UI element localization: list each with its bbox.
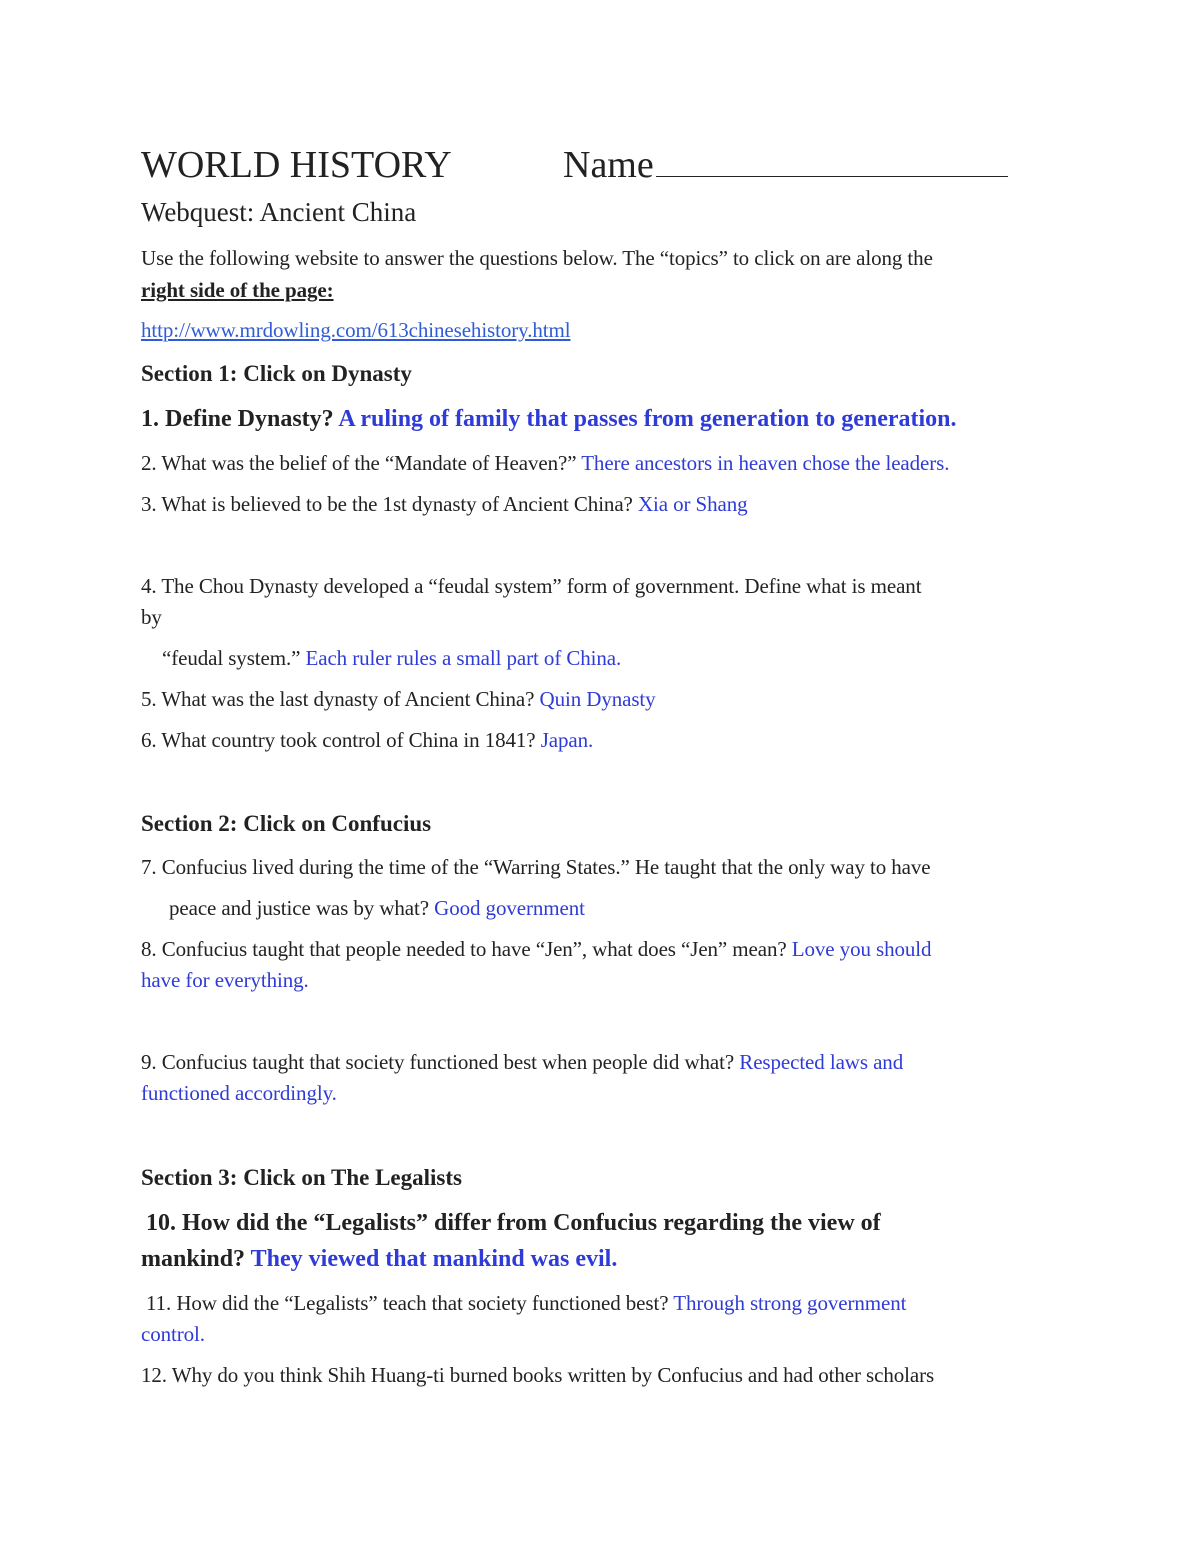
q10-answer: They viewed that mankind was evil. [250, 1246, 618, 1272]
question-11 [146, 1291, 906, 1315]
name-blank-line [656, 146, 1008, 177]
question-3 [141, 492, 748, 516]
question-6 [141, 728, 593, 752]
question-5 [141, 687, 656, 711]
q4-answer: Each ruler rules a small part of China. [305, 646, 622, 670]
q11-answer-line1: Through strong government [673, 1291, 907, 1315]
q1-answer: A ruling of family that passes from generation to generation. [338, 406, 957, 432]
q8-answer-line1: Love you should [791, 937, 932, 961]
section3-heading: Section 3: Click on The Legalists [141, 1165, 462, 1190]
q2-answer: There ancestors in heaven chose the leaders. [581, 451, 950, 475]
q10-line2: mankind? [141, 1246, 246, 1272]
q3-answer: Xia or Shang [637, 492, 748, 516]
q5-question: 5. What was the last dynasty of Ancient China? [141, 687, 535, 711]
question-1 [141, 405, 957, 433]
website-link[interactable]: http://www.mrdowling.com/613chinesehistory.html [141, 318, 571, 342]
q7-line2: peace and justice was by what? [169, 896, 429, 920]
question-4-continued [162, 646, 621, 670]
q11-answer-line2: control. [141, 1322, 205, 1346]
name-label: Name [563, 144, 654, 186]
q1-number: 1. [141, 406, 159, 432]
q4-line1: 4. The Chou Dynasty developed a “feudal system” form of government. Define what is meant [141, 574, 922, 598]
q9-answer-line1: Respected laws and [739, 1050, 904, 1074]
q2-question: 2. What was the belief of the “Mandate of Heaven?” [141, 451, 577, 475]
q6-answer: Japan. [540, 728, 594, 752]
q7-line1: 7. Confucius lived during the time of the “Warring States.” He taught that the only way to have [141, 855, 931, 879]
intro-emphasis: right side of the page: [141, 278, 334, 302]
q1-question: Define Dynasty? [165, 406, 334, 432]
course-title: WORLD HISTORY [141, 144, 452, 186]
q9-question: 9. Confucius taught that society functioned best when people did what? [141, 1050, 735, 1074]
q4-line2: by [141, 605, 162, 629]
question-10-continued [141, 1245, 617, 1273]
page-subtitle: Webquest: Ancient China [141, 197, 417, 227]
question-7-continued [169, 896, 585, 920]
q9-answer-line2: functioned accordingly. [141, 1081, 337, 1105]
q8-question: 8. Confucius taught that people needed to have “Jen”, what does “Jen” mean? [141, 937, 787, 961]
question-12: 12. Why do you think Shih Huang-ti burned books written by Confucius and had other scholars [141, 1363, 935, 1387]
q8-answer-line2: have for everything. [141, 968, 309, 992]
q7-answer: Good government [434, 896, 585, 920]
question-2 [141, 451, 949, 475]
question-9 [141, 1050, 903, 1074]
intro-text: Use the following website to answer the questions below. The “topics” to click on are along the [141, 246, 933, 270]
section1-heading: Section 1: Click on Dynasty [141, 361, 412, 386]
q6-question: 6. What country took control of China in 1841? [141, 728, 536, 752]
q11-question: 11. How did the “Legalists” teach that society functioned best? [146, 1291, 669, 1315]
name-field [563, 143, 1008, 187]
q3-question: 3. What is believed to be the 1st dynasty of Ancient China? [141, 492, 633, 516]
q5-answer: Quin Dynasty [539, 687, 656, 711]
section2-heading: Section 2: Click on Confucius [141, 811, 432, 836]
q4-line3: “feudal system.” [162, 646, 301, 670]
question-8 [141, 937, 931, 961]
q10-line1: 10. How did the “Legalists” differ from Confucius regarding the view of [146, 1210, 881, 1236]
